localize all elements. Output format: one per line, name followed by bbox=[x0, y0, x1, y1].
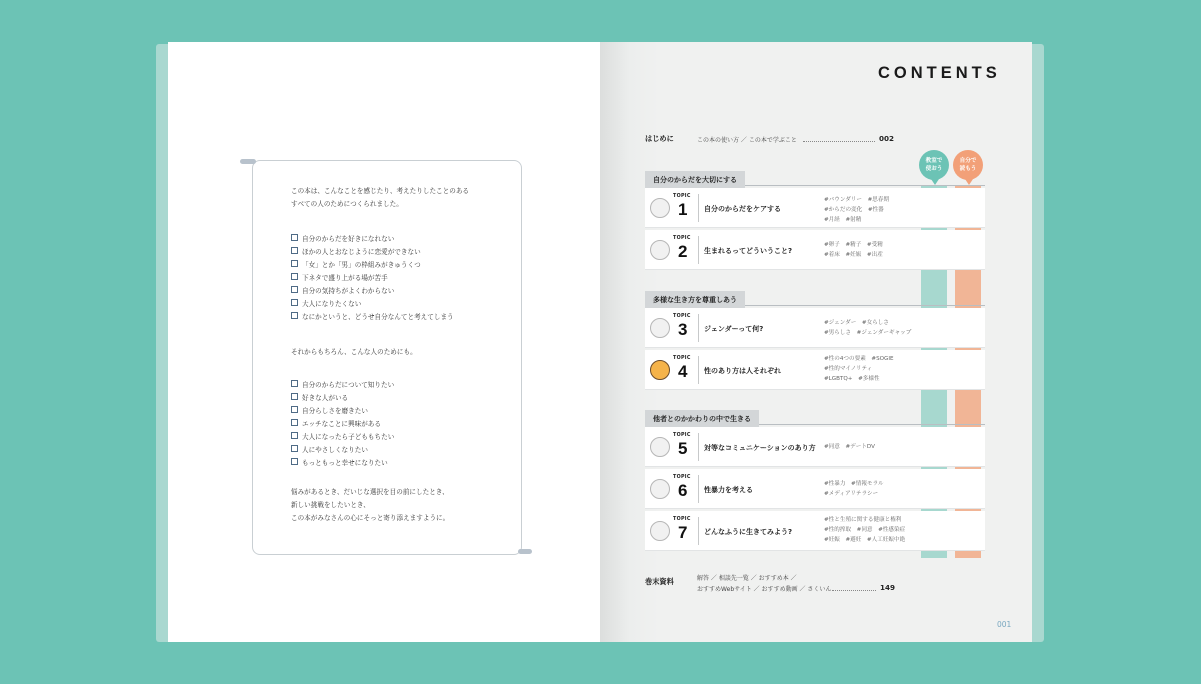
topic-label: TOPIC bbox=[673, 517, 691, 522]
divider bbox=[698, 194, 699, 222]
checkbox-icon bbox=[291, 299, 298, 306]
topic-row[interactable] bbox=[645, 511, 985, 551]
checklist-item-label: 自分らしさを磨きたい bbox=[302, 406, 368, 415]
appendix-page-number: 149 bbox=[880, 583, 896, 592]
checklist-item-label: 好きな人がいる bbox=[302, 393, 349, 402]
checklist-item-label: 人にやさしくなりたい bbox=[302, 445, 368, 454]
checklist-item[interactable] bbox=[291, 403, 394, 416]
section-header bbox=[645, 287, 985, 306]
tag-line: #性と生殖に関する健康と権利 bbox=[824, 517, 902, 523]
checklist-item-label: 下ネタで盛り上がる場が苦手 bbox=[302, 273, 388, 282]
card-corner-tab bbox=[518, 549, 532, 554]
topic-label: TOPIC bbox=[673, 236, 691, 241]
folio-page-number: 001 bbox=[997, 620, 1012, 629]
appendix-label: 巻末資料 bbox=[645, 577, 674, 586]
intro-entry-text[interactable]: この本の使い方 ／ この本で学ぶこと bbox=[697, 137, 797, 144]
topic-row[interactable] bbox=[645, 230, 985, 270]
checklist-item-label: ほかの人とおなじように恋愛ができない bbox=[302, 247, 421, 256]
checklist-item-label: 大人になったら子どももちたい bbox=[302, 432, 395, 441]
classroom-page-number: 007 bbox=[928, 203, 944, 211]
checklist-1 bbox=[291, 231, 454, 322]
closing-line: この本がみなさんの心にそっと寄り添えますように。 bbox=[291, 514, 450, 522]
checklist-item[interactable] bbox=[291, 270, 454, 283]
section-label: 多様な生き方を尊重しあう bbox=[645, 291, 745, 309]
topic-title: 性のあり方は人それぞれ bbox=[704, 367, 781, 375]
checkbox-icon bbox=[291, 273, 298, 280]
checkbox-icon bbox=[291, 286, 298, 293]
tag-line: #性の4つの要素 #SOGIE bbox=[824, 356, 894, 362]
tag-line: #性的マイノリティ bbox=[824, 366, 873, 372]
topic-number: 5 bbox=[678, 439, 688, 458]
tag-line: #同意 #デートDV bbox=[824, 444, 875, 450]
self-read-page-number: 069 bbox=[962, 203, 978, 211]
divider bbox=[698, 517, 699, 545]
orange-column-tail bbox=[955, 552, 981, 558]
checklist-item[interactable] bbox=[291, 377, 394, 390]
topic-row[interactable] bbox=[645, 350, 985, 390]
topic-row[interactable] bbox=[645, 308, 985, 348]
divider bbox=[698, 356, 699, 384]
topic-label: TOPIC bbox=[673, 356, 691, 361]
topic-number: 7 bbox=[678, 523, 688, 542]
tag-line: #性的搾取 #同意 #性感染症 bbox=[824, 527, 906, 533]
checklist-item[interactable] bbox=[291, 442, 394, 455]
checklist-item-label: 自分のからだを好きになれない bbox=[302, 234, 395, 243]
divider bbox=[698, 236, 699, 264]
topic-tags bbox=[824, 240, 919, 260]
checklist-item[interactable] bbox=[291, 429, 394, 442]
topic-illustration-icon bbox=[650, 479, 670, 499]
tag-line: #妊娠 #避妊 #人工妊娠中絶 bbox=[824, 537, 906, 543]
tag-line: #性暴力 #情報モラル bbox=[824, 481, 884, 487]
tag-line: #LGBTQ+ #多様性 bbox=[824, 376, 880, 382]
topic-illustration-icon bbox=[650, 318, 670, 338]
checkbox-icon bbox=[291, 260, 298, 267]
page-title: CONTENTS bbox=[878, 64, 1001, 82]
tag-line: #月経 #射精 bbox=[824, 217, 862, 223]
section-header bbox=[645, 167, 985, 186]
checklist-item-label: もっともっと幸せになりたい bbox=[302, 458, 388, 467]
topic-tags bbox=[824, 354, 919, 384]
topic-tags bbox=[824, 195, 919, 225]
tag-line: #ジェンダー #女らしさ bbox=[824, 320, 889, 326]
topic-title: どんなふうに生きてみよう? bbox=[704, 528, 793, 536]
section-label: 他者とのかかわりの中で生きる bbox=[645, 410, 759, 428]
topic-label: TOPIC bbox=[673, 314, 691, 319]
checkbox-icon bbox=[291, 406, 298, 413]
self-read-page-number: 115 bbox=[962, 442, 978, 450]
classroom-page-number: 027 bbox=[928, 323, 944, 331]
topic-row[interactable] bbox=[645, 188, 985, 228]
checklist-item-label: 自分のからだについて知りたい bbox=[302, 380, 395, 389]
intro-line: この本は、こんなことを感じたり、考えたりしたことのある bbox=[291, 187, 470, 195]
section-header bbox=[645, 406, 985, 425]
intro-label: はじめに bbox=[645, 134, 674, 143]
classroom-page-number: 059 bbox=[928, 526, 944, 534]
checkbox-icon bbox=[291, 380, 298, 387]
badge-line: 教室で bbox=[925, 158, 943, 164]
topic-title: 自分のからだをケアする bbox=[704, 205, 781, 213]
self-read-page-number: 135 bbox=[962, 526, 978, 534]
checkbox-icon bbox=[291, 393, 298, 400]
closing-line: 悩みがあるとき、だいじな選択を目の前にしたとき、 bbox=[291, 488, 449, 496]
self-read-page-number: 125 bbox=[962, 484, 978, 492]
tag-line: #卵子 #精子 #受精 bbox=[824, 242, 883, 248]
checkbox-icon bbox=[291, 247, 298, 254]
checklist-item-label: 大人になりたくない bbox=[302, 299, 362, 308]
checklist-item[interactable] bbox=[291, 283, 454, 296]
checkbox-icon bbox=[291, 432, 298, 439]
classroom-page-number: 035 bbox=[928, 365, 944, 373]
leader-dots bbox=[832, 590, 876, 591]
checklist-item[interactable] bbox=[291, 257, 454, 270]
checkbox-icon bbox=[291, 445, 298, 452]
checklist-item[interactable] bbox=[291, 244, 454, 257]
topic-tags bbox=[824, 442, 919, 452]
tag-line: #男らしさ #ジェンダーギャップ bbox=[824, 330, 912, 336]
appendix-line: 解答 ／ 相談先一覧 ／ おすすめ本 ／ bbox=[697, 575, 797, 582]
topic-title: 性暴力を考える bbox=[704, 486, 753, 494]
tag-line: #からだの変化 #性器 bbox=[824, 207, 884, 213]
appendix-entry-text[interactable] bbox=[697, 573, 831, 595]
checkbox-icon bbox=[291, 458, 298, 465]
closing-text bbox=[291, 486, 449, 525]
checklist-item-label: エッチなことに興味がある bbox=[302, 419, 381, 428]
checkbox-icon bbox=[291, 234, 298, 241]
tag-line: #着床 #妊娠 #出産 bbox=[824, 252, 883, 258]
topic-number: 4 bbox=[678, 362, 688, 381]
topic-title: 生まれるってどういうこと? bbox=[704, 247, 793, 255]
checklist-item-label: なにかというと、どうせ自分なんてと考えてしまう bbox=[302, 312, 454, 321]
checklist-2 bbox=[291, 377, 394, 468]
middle-line: それからもちろん、こんな人のためにも。 bbox=[291, 348, 417, 356]
intro-line: すべての人のためにつくられました。 bbox=[291, 200, 403, 208]
topic-row[interactable] bbox=[645, 427, 985, 467]
appendix-line: おすすめWebサイト ／ おすすめ動画 ／ さくいん bbox=[697, 586, 832, 593]
intro-page-number: 002 bbox=[879, 134, 895, 143]
checklist-item[interactable] bbox=[291, 390, 394, 403]
card-corner-tab bbox=[240, 159, 256, 164]
checkbox-icon bbox=[291, 312, 298, 319]
badge-line: 読もう bbox=[959, 166, 977, 172]
teal-column-tail bbox=[921, 552, 947, 558]
leader-dots bbox=[803, 141, 875, 142]
topic-tags bbox=[824, 515, 919, 545]
checklist-item[interactable] bbox=[291, 231, 454, 244]
self-read-page-number: 103 bbox=[962, 365, 978, 373]
tag-line: #メディアリテラシー bbox=[824, 491, 879, 497]
checklist-item[interactable] bbox=[291, 309, 454, 322]
checklist-item-label: 自分の気持ちがよくわからない bbox=[302, 286, 395, 295]
topic-tags bbox=[824, 318, 919, 338]
badge-line: 使おう bbox=[925, 166, 943, 172]
topic-title: 対等なコミュニケーションのあり方 bbox=[704, 444, 816, 452]
classroom-page-number: 017 bbox=[928, 245, 944, 253]
topic-illustration-icon bbox=[650, 240, 670, 260]
tag-line: #バウンダリー #思春期 bbox=[824, 197, 890, 203]
self-read-page-number: 091 bbox=[962, 323, 978, 331]
topic-label: TOPIC bbox=[673, 194, 691, 199]
checklist-item[interactable] bbox=[291, 416, 394, 429]
classroom-page-number: 043 bbox=[928, 442, 944, 450]
divider bbox=[698, 433, 699, 461]
self-read-page-number: 081 bbox=[962, 245, 978, 253]
closing-line: 新しい挑戦をしたいとき、 bbox=[291, 501, 370, 509]
checklist-item-label: 「女」とか「男」の枠組みがきゅうくつ bbox=[302, 260, 421, 269]
topic-title: ジェンダーって何? bbox=[704, 325, 764, 333]
topic-illustration-icon bbox=[650, 360, 670, 380]
topic-row[interactable] bbox=[645, 469, 985, 509]
topic-number: 2 bbox=[678, 242, 688, 261]
topic-number: 6 bbox=[678, 481, 688, 500]
checkbox-icon bbox=[291, 419, 298, 426]
checklist-item[interactable] bbox=[291, 455, 394, 468]
topic-illustration-icon bbox=[650, 198, 670, 218]
section-label: 自分のからだを大切にする bbox=[645, 171, 745, 189]
topic-number: 3 bbox=[678, 320, 688, 339]
badge-line: 自分で bbox=[959, 158, 977, 164]
topic-label: TOPIC bbox=[673, 433, 691, 438]
classroom-page-number: 051 bbox=[928, 484, 944, 492]
divider bbox=[698, 475, 699, 503]
intro-text bbox=[291, 185, 469, 211]
topic-tags bbox=[824, 479, 919, 499]
topic-number: 1 bbox=[678, 200, 688, 219]
checklist-item[interactable] bbox=[291, 296, 454, 309]
topic-illustration-icon bbox=[650, 437, 670, 457]
divider bbox=[698, 314, 699, 342]
topic-label: TOPIC bbox=[673, 475, 691, 480]
topic-illustration-icon bbox=[650, 521, 670, 541]
